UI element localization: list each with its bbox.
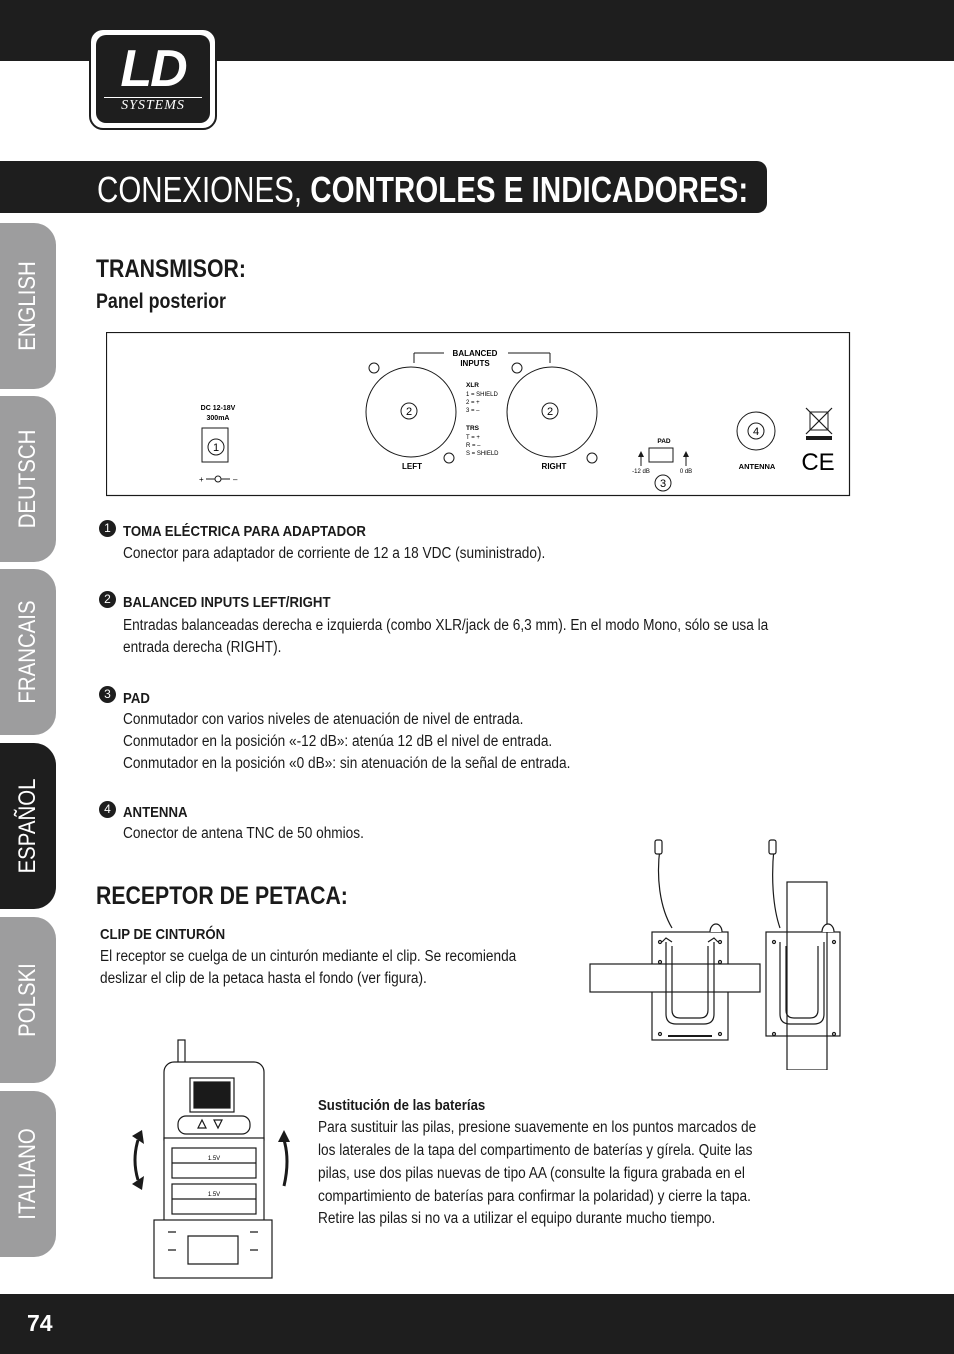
item-1-line-1: Conector para adaptador de corriente de 12 a 18 VDC (suministrado). xyxy=(123,545,546,562)
pad-zero: 0 dB xyxy=(679,469,693,475)
rear-panel-heading: Panel posterior xyxy=(96,290,226,313)
logo-sub: SYSTEMS xyxy=(104,97,202,114)
rotate-arrow-left-icon xyxy=(132,1130,144,1190)
item-3-title: PAD xyxy=(123,690,150,707)
tab-espanol[interactable] xyxy=(0,743,56,909)
tab-italiano[interactable] xyxy=(0,1091,56,1257)
trs-ring: R = – xyxy=(466,443,481,449)
right-label: RIGHT xyxy=(541,462,567,471)
item-4-number: 4 xyxy=(99,801,116,818)
polarity-plus: + xyxy=(199,475,204,484)
clip-line-1: El receptor se cuelga de un cinturón mediante el clip. Se recomienda xyxy=(100,948,517,965)
battery-line-5: Retire las pilas si no va a utilizar el equipo durante mucho tiempo. xyxy=(318,1210,716,1227)
pad-switch xyxy=(649,448,673,462)
item-2-line-1: Entradas balanceadas derecha e izquierda (combo XLR/jack de 6,3 mm). En el modo Mono, sólo se usa la xyxy=(123,617,769,634)
item-3-line-2: Conmutador en la posición «-12 dB»: atenúa 12 dB el nivel de entrada. xyxy=(123,733,553,750)
tab-polski[interactable] xyxy=(0,917,56,1083)
transmitter-heading: TRANSMISOR: xyxy=(96,255,246,283)
trs-sleeve: S = SHIELD xyxy=(466,451,499,457)
tab-english[interactable] xyxy=(0,223,56,389)
item-2-number: 2 xyxy=(99,591,116,608)
battery-line-1: Para sustituir las pilas, presione suavemente en los puntos marcados de xyxy=(318,1119,757,1136)
rear-panel-diagram xyxy=(106,332,851,497)
marker-3: 3 xyxy=(659,478,667,490)
battery-line-3: pilas, use dos pilas nuevas de tipo AA (consulte la figura grabada en el xyxy=(318,1165,745,1182)
xlr-pin2: 2 = + xyxy=(466,400,480,406)
balanced-label-1: BALANCED xyxy=(452,349,498,358)
page-title xyxy=(97,170,748,210)
tab-label: ENGLISH xyxy=(14,261,41,351)
xlr-pin3: 3 = – xyxy=(466,408,480,414)
item-3-line-3: Conmutador en la posición «0 dB»: sin atenuación de la señal de entrada. xyxy=(123,755,571,772)
item-4-line-1: Conector de antena TNC de 50 ohmios. xyxy=(123,825,364,842)
balanced-label-2: INPUTS xyxy=(460,359,490,368)
antenna-label: ANTENNA xyxy=(738,462,776,471)
marker-1: 1 xyxy=(212,442,220,454)
tab-label: DEUTSCH xyxy=(14,429,41,529)
tab-label: ESPAÑOL xyxy=(14,778,41,874)
rotate-arrow-right-icon xyxy=(278,1130,290,1186)
item-3-line-1: Conmutador con varios niveles de atenuación de nivel de entrada. xyxy=(123,711,524,728)
ce-mark: CE xyxy=(801,449,835,476)
clip-title: CLIP DE CINTURÓN xyxy=(100,926,226,943)
bottom-bar xyxy=(0,1294,954,1354)
trs-tip: T = + xyxy=(466,435,480,441)
dc-label: DC 12-18V xyxy=(200,405,236,412)
item-3-number: 3 xyxy=(99,686,116,703)
page-number: 74 xyxy=(27,1310,53,1336)
xlr-label: XLR xyxy=(466,382,479,389)
page-title-light: CONEXIONES, xyxy=(97,169,303,210)
polarity-minus: – xyxy=(233,475,238,484)
item-2-title: BALANCED INPUTS LEFT/RIGHT xyxy=(123,594,331,611)
ld-systems-logo xyxy=(89,28,217,130)
item-4-title: ANTENNA xyxy=(123,804,188,821)
tab-label: POLSKI xyxy=(14,963,41,1037)
tab-label: FRANCAIS xyxy=(14,600,41,704)
battery-label-1: 1.5V xyxy=(207,1156,221,1162)
item-2-line-2: entrada derecha (RIGHT). xyxy=(123,639,282,656)
dc-current: 300mA xyxy=(206,415,230,422)
tab-deutsch[interactable] xyxy=(0,396,56,562)
clip-line-2: deslizar el clip de la petaca hasta el fondo (ver figura). xyxy=(100,970,427,987)
marker-4: 4 xyxy=(752,426,760,438)
marker-2b: 2 xyxy=(546,406,554,418)
tab-label: ITALIANO xyxy=(14,1128,41,1220)
left-label: LEFT xyxy=(402,462,422,471)
item-1-number: 1 xyxy=(99,520,116,537)
marker-2a: 2 xyxy=(405,406,413,418)
battery-label-2: 1.5V xyxy=(207,1192,221,1198)
pad-minus12: -12 dB xyxy=(632,469,650,475)
battery-line-2: los laterales de la tapa del compartimento de baterías y gírela. Quite las xyxy=(318,1142,753,1159)
pad-label: PAD xyxy=(657,438,671,445)
item-1-title: TOMA ELÉCTRICA PARA ADAPTADOR xyxy=(123,523,366,540)
battery-compartment-illustration xyxy=(128,1036,298,1282)
battery-line-4: compartimiento de baterías para confirmar la polaridad) y cierre la tapa. xyxy=(318,1188,751,1205)
tab-francais[interactable] xyxy=(0,569,56,735)
receiver-heading: RECEPTOR DE PETACA: xyxy=(96,882,348,910)
logo-brand: LD xyxy=(120,40,186,98)
xlr-pin1: 1 = SHIELD xyxy=(466,392,498,398)
belt-clip-illustration xyxy=(588,838,858,1070)
page-title-bold: CONTROLES E INDICADORES: xyxy=(310,169,749,210)
trs-label: TRS xyxy=(466,425,479,432)
battery-title: Sustitución de las baterías xyxy=(318,1097,486,1114)
